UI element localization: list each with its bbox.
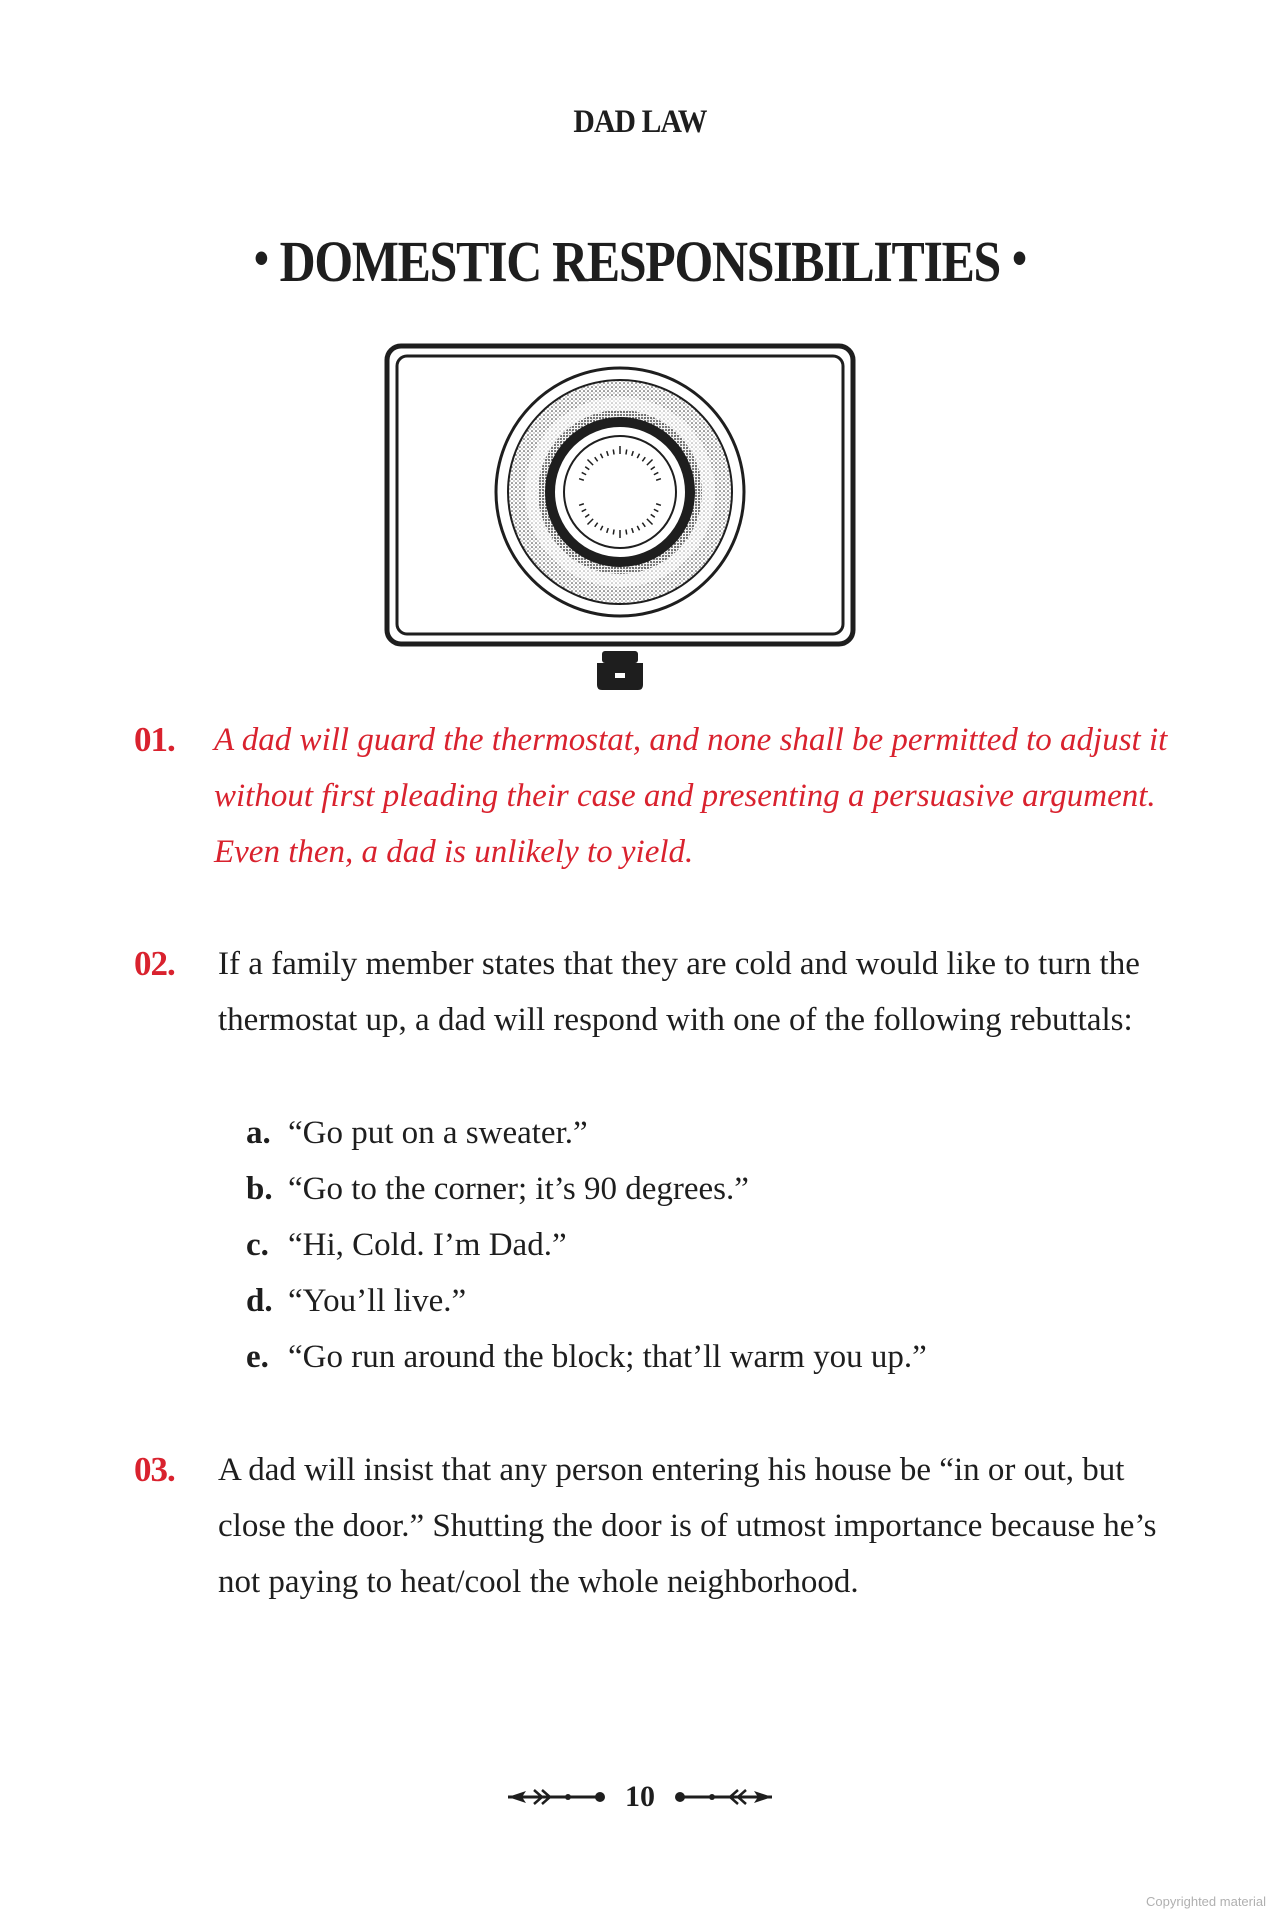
list-letter: e.	[246, 1339, 269, 1375]
dial-tick	[613, 450, 614, 455]
folio	[0, 1780, 1280, 1820]
rebuttal-list	[246, 1105, 927, 1385]
list-item	[246, 1329, 927, 1385]
list-text: “Go run around the block; that’ll warm you up.”	[288, 1339, 927, 1375]
rule-text: A dad will guard the thermostat, and none shall be permitted to adjust it without first pleading their case and presenting a persuasive argument. Even then, a dad is unlikely to yield.	[214, 722, 1168, 870]
dial-tick	[613, 530, 614, 535]
list-letter: b.	[246, 1171, 273, 1207]
title-bullet-left: •	[253, 230, 268, 286]
list-text: “Go put on a sweater.”	[288, 1115, 588, 1151]
rule-number: 02.	[134, 944, 175, 983]
dial-tick	[626, 450, 627, 455]
page-number: 10	[625, 1780, 655, 1813]
list-item	[246, 1105, 927, 1161]
list-text: “Go to the corner; it’s 90 degrees.”	[288, 1171, 749, 1207]
running-head: DAD LAW	[573, 104, 707, 140]
list-text: “You’ll live.”	[288, 1283, 467, 1319]
list-letter: a.	[246, 1115, 271, 1151]
chapter-title-text: DOMESTIC RESPONSIBILITIES	[279, 229, 1001, 294]
list-item	[246, 1273, 927, 1329]
list-text: “Hi, Cold. I’m Dad.”	[288, 1227, 567, 1263]
list-item	[246, 1217, 927, 1273]
list-letter: d.	[246, 1283, 273, 1319]
list-item	[246, 1161, 927, 1217]
rule-number: 03.	[134, 1450, 175, 1489]
list-letter: c.	[246, 1227, 269, 1263]
title-bullet-right: •	[1012, 230, 1026, 286]
rule-number: 01.	[134, 720, 175, 759]
rule-text: A dad will insist that any person entering his house be “in or out, but close the door.” Shutting the door is of utmost importance because he’s not paying to heat/cool the whole neighborhood.	[218, 1452, 1157, 1600]
rule-text: If a family member states that they are cold and would like to turn the thermostat up, a dad will respond with one of the following rebuttals:	[218, 946, 1140, 1038]
arrow-ornament-left-icon	[506, 1787, 606, 1807]
thermostat-icon	[383, 342, 857, 692]
chapter-title	[0, 228, 1280, 295]
arrow-ornament-right-icon	[674, 1787, 774, 1807]
copyright-notice: Copyrighted material	[1146, 1894, 1266, 1909]
dial-tick	[626, 530, 627, 535]
